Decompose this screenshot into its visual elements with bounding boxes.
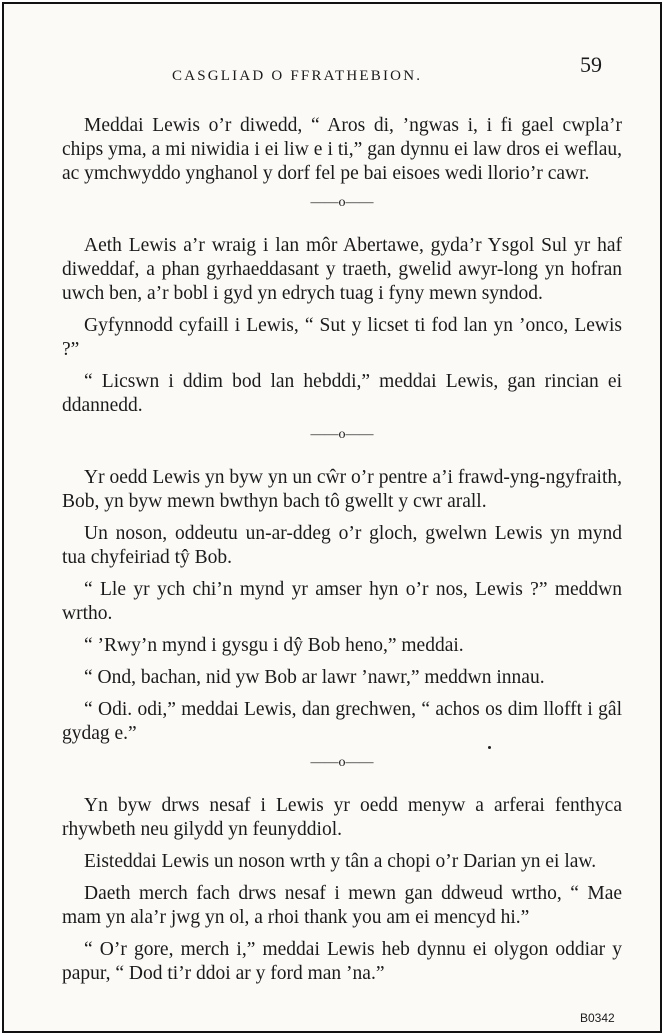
page-frame	[2, 2, 662, 1033]
book-page	[4, 4, 660, 1031]
paragraph: Gyfynnodd cyfaill i Lewis, “ Sut y licset ti fod lan yn ’onco, Lewis ?”	[62, 315, 622, 360]
paragraph: “ O’r gore, merch i,” meddai Lewis heb dynnu ei olygon oddiar y papur, “ Dod ti’r ddoi ar y ford man ’na.”	[62, 939, 622, 984]
paragraph: Yr oedd Lewis yn byw yn un cŵr o’r pentre a’i frawd-yng-ngyfraith, Bob, yn byw mewn bwthyn bach tô gwellt y cwr arall.	[62, 467, 622, 512]
paragraph: Meddai Lewis o’r diwedd, “ Aros di, ’ngwas i, i fi gael cwpla’r chips yma, a mi niwidia i ei liw e i ti,” gan dynnu ei law dros ei weflau, ac ymchwyddo ynghanol y dorf fel pe bai eisoes wedi llorio’r cawr.	[62, 115, 622, 184]
paragraph: “ ’Rwy’n mynd i gysgu i dŷ Bob heno,” meddai.	[84, 635, 464, 656]
paragraph: “ Licswn i ddim bod lan hebddi,” meddai Lewis, gan rincian ei ddannedd.	[62, 371, 622, 416]
page-header	[4, 4, 660, 104]
catalogue-number: B0342	[580, 1011, 615, 1025]
paragraph: “ Odi. odi,” meddai Lewis, dan grechwen, “ achos os dim llofft i gâl gydag e.”	[62, 699, 622, 744]
paragraph: “ Ond, bachan, nid yw Bob ar lawr ’nawr,” meddwn innau.	[84, 667, 545, 688]
paragraph: Aeth Lewis a’r wraig i lan môr Abertawe, gyda’r Ysgol Sul yr haf diweddaf, a phan gyrhaeddasant y traeth, gwelid awyr-long yn hofran uwch ben, a’r bobl i gyd yn edrych tuag i fyny mewn syndod.	[62, 235, 622, 304]
section-separator: ——o——	[310, 195, 374, 210]
paragraph: “ Lle yr ych chi’n mynd yr amser hyn o’r nos, Lewis ?” meddwn wrtho.	[62, 579, 622, 624]
section-separator: ——o——	[310, 427, 374, 442]
paragraph: Eisteddai Lewis un noson wrth y tân a chopi o’r Darian yn ei law.	[84, 851, 597, 872]
paragraph: Un noson, oddeutu un-ar-ddeg o’r gloch, gwelwn Lewis yn mynd tua chyfeiriad tŷ Bob.	[62, 523, 622, 568]
page-number: 59	[580, 52, 602, 77]
paragraph: Yn byw drws nesaf i Lewis yr oedd menyw a arferai fenthyca rhywbeth neu gilydd yn feunyddiol.	[62, 795, 622, 840]
ink-speck	[488, 746, 491, 749]
running-title: CASGLIAD O FFRATHEBION.	[172, 68, 423, 84]
page-body	[62, 114, 622, 986]
section-separator: ——o——	[310, 755, 374, 770]
paragraph: Daeth merch fach drws nesaf i mewn gan ddweud wrtho, “ Mae mam yn ala’r jwg yn ol, a rhoi thank you am ei mencyd hi.”	[62, 883, 622, 928]
